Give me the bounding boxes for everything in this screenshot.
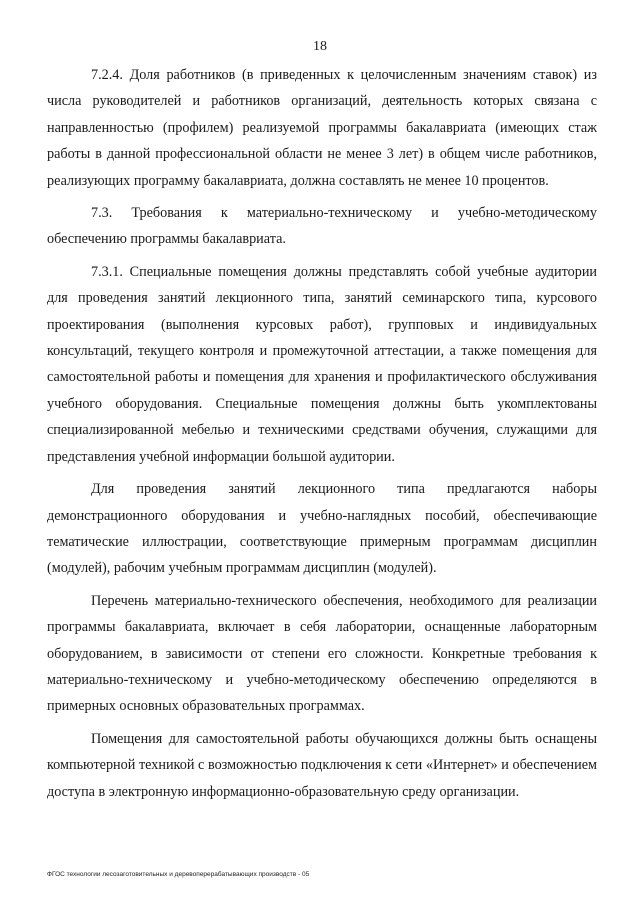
page-footer: ФГОС технологии лесозаготовительных и деревоперерабатывающих производств - 05 — [47, 871, 310, 878]
paragraph-lecture-equipment: Для проведения занятий лекционного типа предлагаются наборы демонстрационного оборудования и учебно-наглядных пособий, обеспечивающие тематические иллюстрации, соответствующие примерным программам дисциплин (модулей), рабочим учебным программам дисциплин (модулей). — [47, 481, 597, 577]
page-number: 18 — [313, 39, 327, 54]
paragraph-7-3-heading: 7.3. Требования к материально-техническому и учебно-методическому обеспечению программы бакалавриата. — [47, 205, 597, 248]
document-body — [47, 62, 597, 805]
paragraph-7-3-1: 7.3.1. Специальные помещения должны представлять собой учебные аудитории для проведения занятий лекционного типа, занятий семинарского типа, курсового проектирования (выполнения курсовых работ), групповых и индивидуальных консультаций, текущего контроля и промежуточной аттестации, а также помещения для самостоятельной работы и помещения для хранения и профилактического обслуживания учебного оборудования. Специальные помещения должны быть укомплектованы специализированной мебелью и техническими средствами обучения, служащими для представления учебной информации большой аудитории. — [47, 263, 597, 465]
paragraph-self-study-rooms: Помещения для самостоятельной работы обучающихся должны быть оснащены компьютерной техникой с возможностью подключения к сети «Интернет» и обеспечением доступа в электронную информационно-образовательную среду организации. — [47, 730, 597, 800]
paragraph-7-2-4: 7.2.4. Доля работников (в приведенных к целочисленным значениям ставок) из числа руководителей и работников организаций, деятельность которых связана с направленностью (профилем) реализуемой программы бакалавриата (имеющих стаж работы в данной профессиональной области не менее 3 лет) в общем числе работников, реализующих программу бакалавриата, должна составлять не менее 10 процентов. — [47, 67, 597, 189]
paragraph-equipment-list: Перечень материально-технического обеспечения, необходимого для реализации программы бакалавриата, включает в себя лаборатории, оснащенные лабораторным оборудованием, в зависимости от степени его сложности. Конкретные требования к материально-техническому и учебно-методическому обеспечению определяются в примерных основных образовательных программах. — [47, 592, 597, 715]
